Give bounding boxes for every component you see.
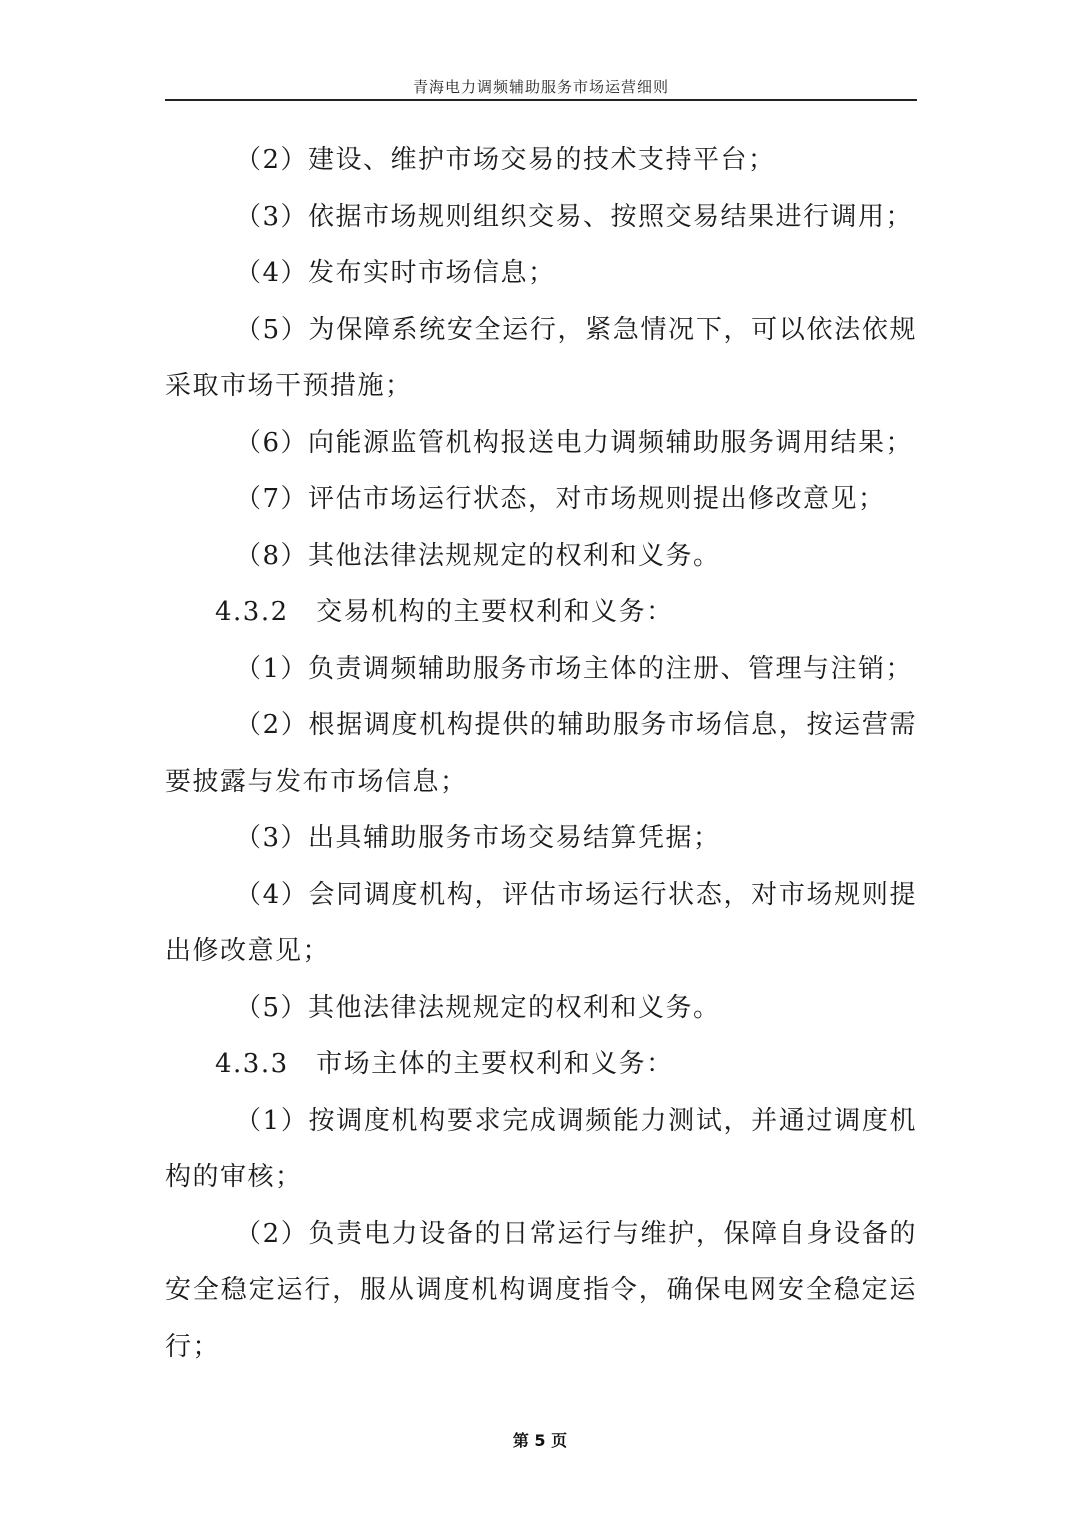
header-divider	[165, 99, 917, 101]
section-heading-4-3-2: 4.3.2 交易机构的主要权利和义务：	[215, 597, 674, 627]
header-title: 青海电力调频辅助服务市场运营细则	[412, 78, 669, 96]
paragraph-item-2: （2）负责电力设备的日常运行与维护，保障自身设备的安全稳定运行，服从调度机构调度指令，确保电网安全稳定运行；	[165, 1218, 917, 1362]
paragraph-item-4: （4）发布实时市场信息；	[235, 258, 556, 288]
paragraph-item-1: （1）负责调频辅助服务市场主体的注册、管理与注销；	[235, 653, 914, 684]
paragraph-item-5: （5）其他法律法规规定的权利和义务。	[235, 992, 721, 1023]
paragraph-item-8: （8）其他法律法规规定的权利和义务。	[235, 540, 721, 571]
paragraph-item-4: （4）会同调度机构，评估市场运行状态，对市场规则提出修改意见；	[165, 879, 917, 966]
paragraph-item-3: （3）出具辅助服务市场交易结算凭据；	[235, 823, 721, 853]
page-number: 第 5 页	[512, 1431, 568, 1450]
paragraph-item-2: （2）根据调度机构提供的辅助服务市场信息，按运营需要披露与发布市场信息；	[165, 710, 917, 797]
section-heading-4-3-3: 4.3.3 市场主体的主要权利和义务：	[215, 1049, 674, 1079]
document-body	[165, 132, 917, 1375]
paragraph-item-3: （3）依据市场规则组织交易、按照交易结果进行调用；	[235, 201, 914, 232]
paragraph-item-1: （1）按调度机构要求完成调频能力测试，并通过调度机构的审核；	[165, 1105, 917, 1192]
paragraph-item-5: （5）为保障系统安全运行，紧急情况下，可以依法依规采取市场干预措施；	[165, 314, 917, 401]
paragraph-item-7: （7）评估市场运行状态，对市场规则提出修改意见；	[235, 484, 886, 514]
paragraph-item-6: （6）向能源监管机构报送电力调频辅助服务调用结果；	[235, 427, 914, 458]
paragraph-item-2: （2）建设、维护市场交易的技术支持平台；	[235, 145, 776, 175]
